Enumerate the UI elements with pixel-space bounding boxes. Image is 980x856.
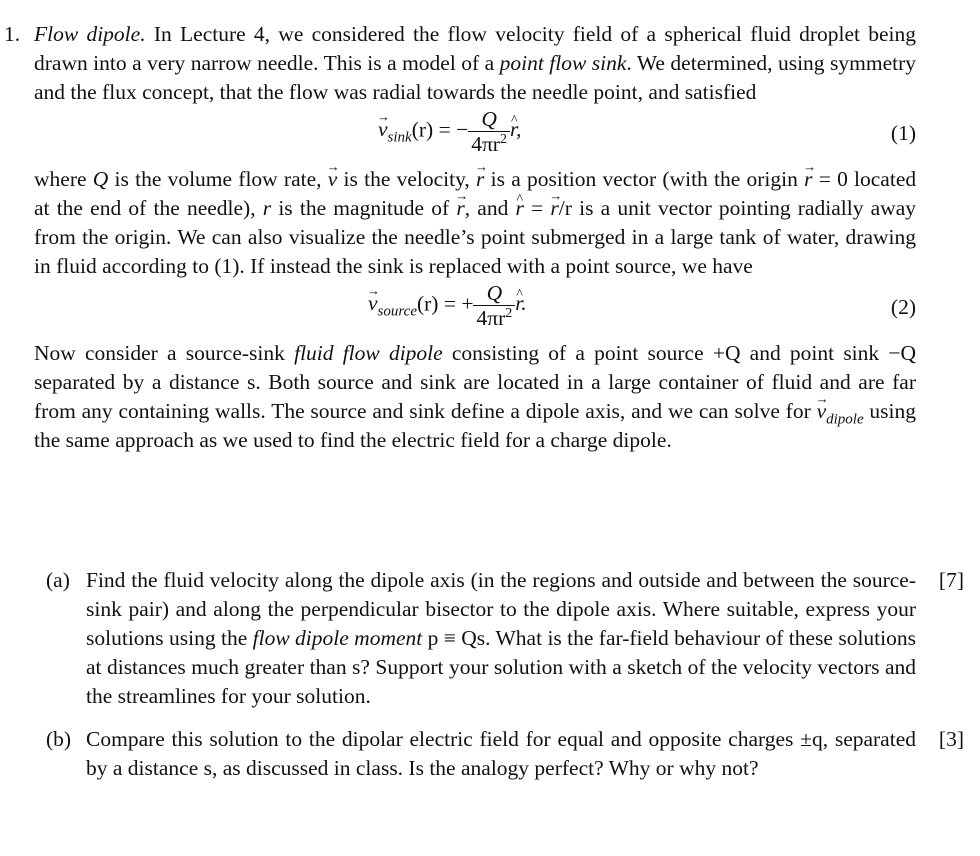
paragraph-3: Now consider a source-sink fluid flow dipole consisting of a point source +Q and point sink −Q separated by a distance s. Both source and sink are located in a large container of fluid and are far from any containing walls. The source and sink define a dipole axis, and we can solve for → $v_{dipole}$ using the same approach as we used to find the electric field for a charge dipole. — [34, 339, 916, 455]
part-b-label: (b) — [46, 727, 72, 751]
eq2-arg: (r) = + — [416, 291, 474, 316]
equation-1: → $v_{sink}(r)$ = − $\frac{Q}{4\pi r^2}$ ^ r, (1) — [34, 107, 916, 165]
problem-number: 1. — [4, 22, 21, 46]
equation-2-label: (2) — [890, 295, 916, 319]
part-a-marks: [7] — [938, 568, 964, 592]
part-a-label: (a) — [46, 568, 70, 592]
emphasis-flow-dipole-moment: flow dipole moment — [252, 626, 423, 650]
part-b-marks: [3] — [938, 727, 964, 751]
part-a: (a) Find the fluid velocity along the dipole axis (in the regions and outside and between the source-sink pair) and along the perpendicular bisector to the dipole axis. Where suitable, express your solutions using the flow dipole moment p ≡ Qs. What is the far-field behaviour of these solutions at distances much greater than s? Support your solution with a sketch of the velocity vectors and the streamlines for your solution. [7] — [46, 568, 964, 708]
sub-questions — [46, 566, 964, 797]
eq1-arg: (r) = − — [411, 117, 469, 142]
eq1-tail: ^ r, — [510, 115, 521, 144]
problem-1 — [4, 20, 917, 455]
problem-title: Flow dipole. — [34, 22, 146, 46]
intro-paragraph: Flow dipole. In Lecture 4, we considered the flow velocity field of a spherical fluid droplet being drawn into a very narrow needle. This is a model of a point flow sink. We determined, using symmetry and the flux concept, that the flow was radial towards the needle point, and satisfied — [34, 22, 916, 104]
equation-1-label: (1) — [890, 121, 916, 145]
paragraph-2: where Q is the volume flow rate, → v is the velocity, → r is a position vector (with the origin → r = 0 located at the end of the needle), r is the magnitude of → r, and ^ r = → r/r is a unit vector pointing radially away from the origin. We can also visualize the needle’s point submerged in a large tank of water, drawing in fluid according to (1). If instead the sink is replaced with a point source, we have — [34, 165, 916, 281]
emphasis-fluid-flow-dipole: fluid flow dipole — [294, 341, 443, 365]
part-b: (b) Compare this solution to the dipolar electric field for equal and opposite charges ±q, separated by a distance s, as discussed in class. Is the analogy perfect? Why or why not? [3] — [46, 727, 964, 780]
emphasis-point-flow-sink: point flow sink — [499, 51, 627, 75]
eq2-tail: ^ r. — [515, 289, 526, 318]
equation-2: → $v_{source}(r)$ = + $\frac{Q}{4\pi r^2}$ ^ r. (2) — [34, 281, 916, 339]
